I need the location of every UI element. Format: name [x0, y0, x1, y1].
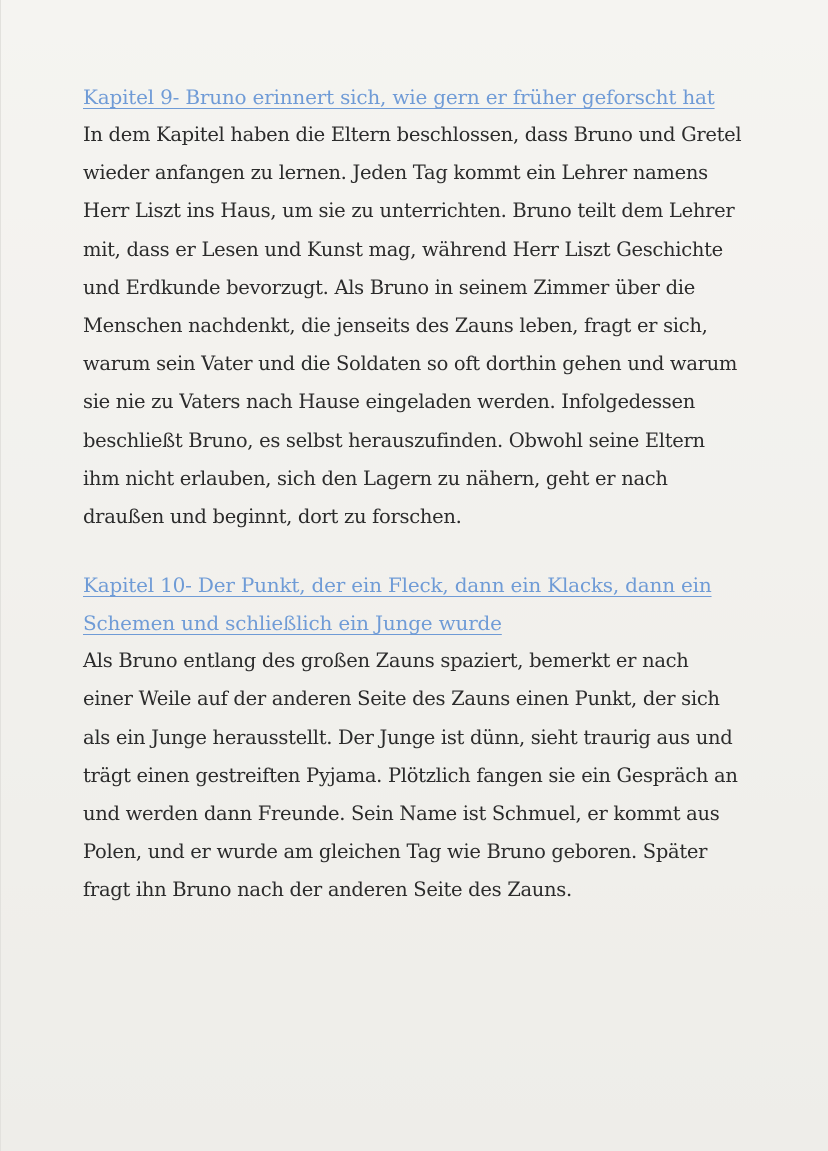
chapter-9-section: [83, 78, 743, 536]
chapter-10-heading: Kapitel 10- Der Punkt, der ein Fleck, dann ein Klacks, dann ein Schemen und schließlich ein Junge wurde: [83, 573, 712, 636]
chapter-10-text: Als Bruno entlang des großen Zauns spaziert, bemerkt er nach einer Weile auf der anderen Seite des Zauns einen Punkt, der sich als ein Junge herausstellt. Der Junge ist dünn, sieht traurig aus und trägt einen gestreiften Pyjama. Plötzlich fangen sie ein Gespräch an und werden dann Freunde. Sein Name ist Schmuel, er kommt aus Polen, und er wurde am gleichen Tag wie Bruno geboren. Später fragt ihn Bruno nach der anderen Seite des Zauns.: [83, 649, 738, 902]
chapter-10-section: [83, 566, 743, 909]
document-content: [83, 78, 743, 910]
chapter-9-text: In dem Kapitel haben die Eltern beschlossen, dass Bruno und Gretel wieder anfangen zu lernen. Jeden Tag kommt ein Lehrer namens Herr Liszt ins Haus, um sie zu unterrichten. Bruno teilt dem Lehrer mit, dass er Lesen und Kunst mag, während Herr Liszt Geschichte und Erdkunde bevorzugt. Als Bruno in seinem Zimmer über die Menschen nachdenkt, die jenseits des Zauns leben, fragt er sich, warum sein Vater und die Soldaten so oft dorthin gehen und warum sie nie zu Vaters nach Hause eingeladen werden. Infolgedessen beschließt Bruno, es selbst herauszufinden. Obwohl seine Eltern ihm nicht erlauben, sich den Lagern zu nähern, geht er nach draußen und beginnt, dort zu forschen.: [83, 123, 742, 529]
chapter-9-heading: Kapitel 9- Bruno erinnert sich, wie gern er früher geforscht hat: [83, 85, 715, 109]
